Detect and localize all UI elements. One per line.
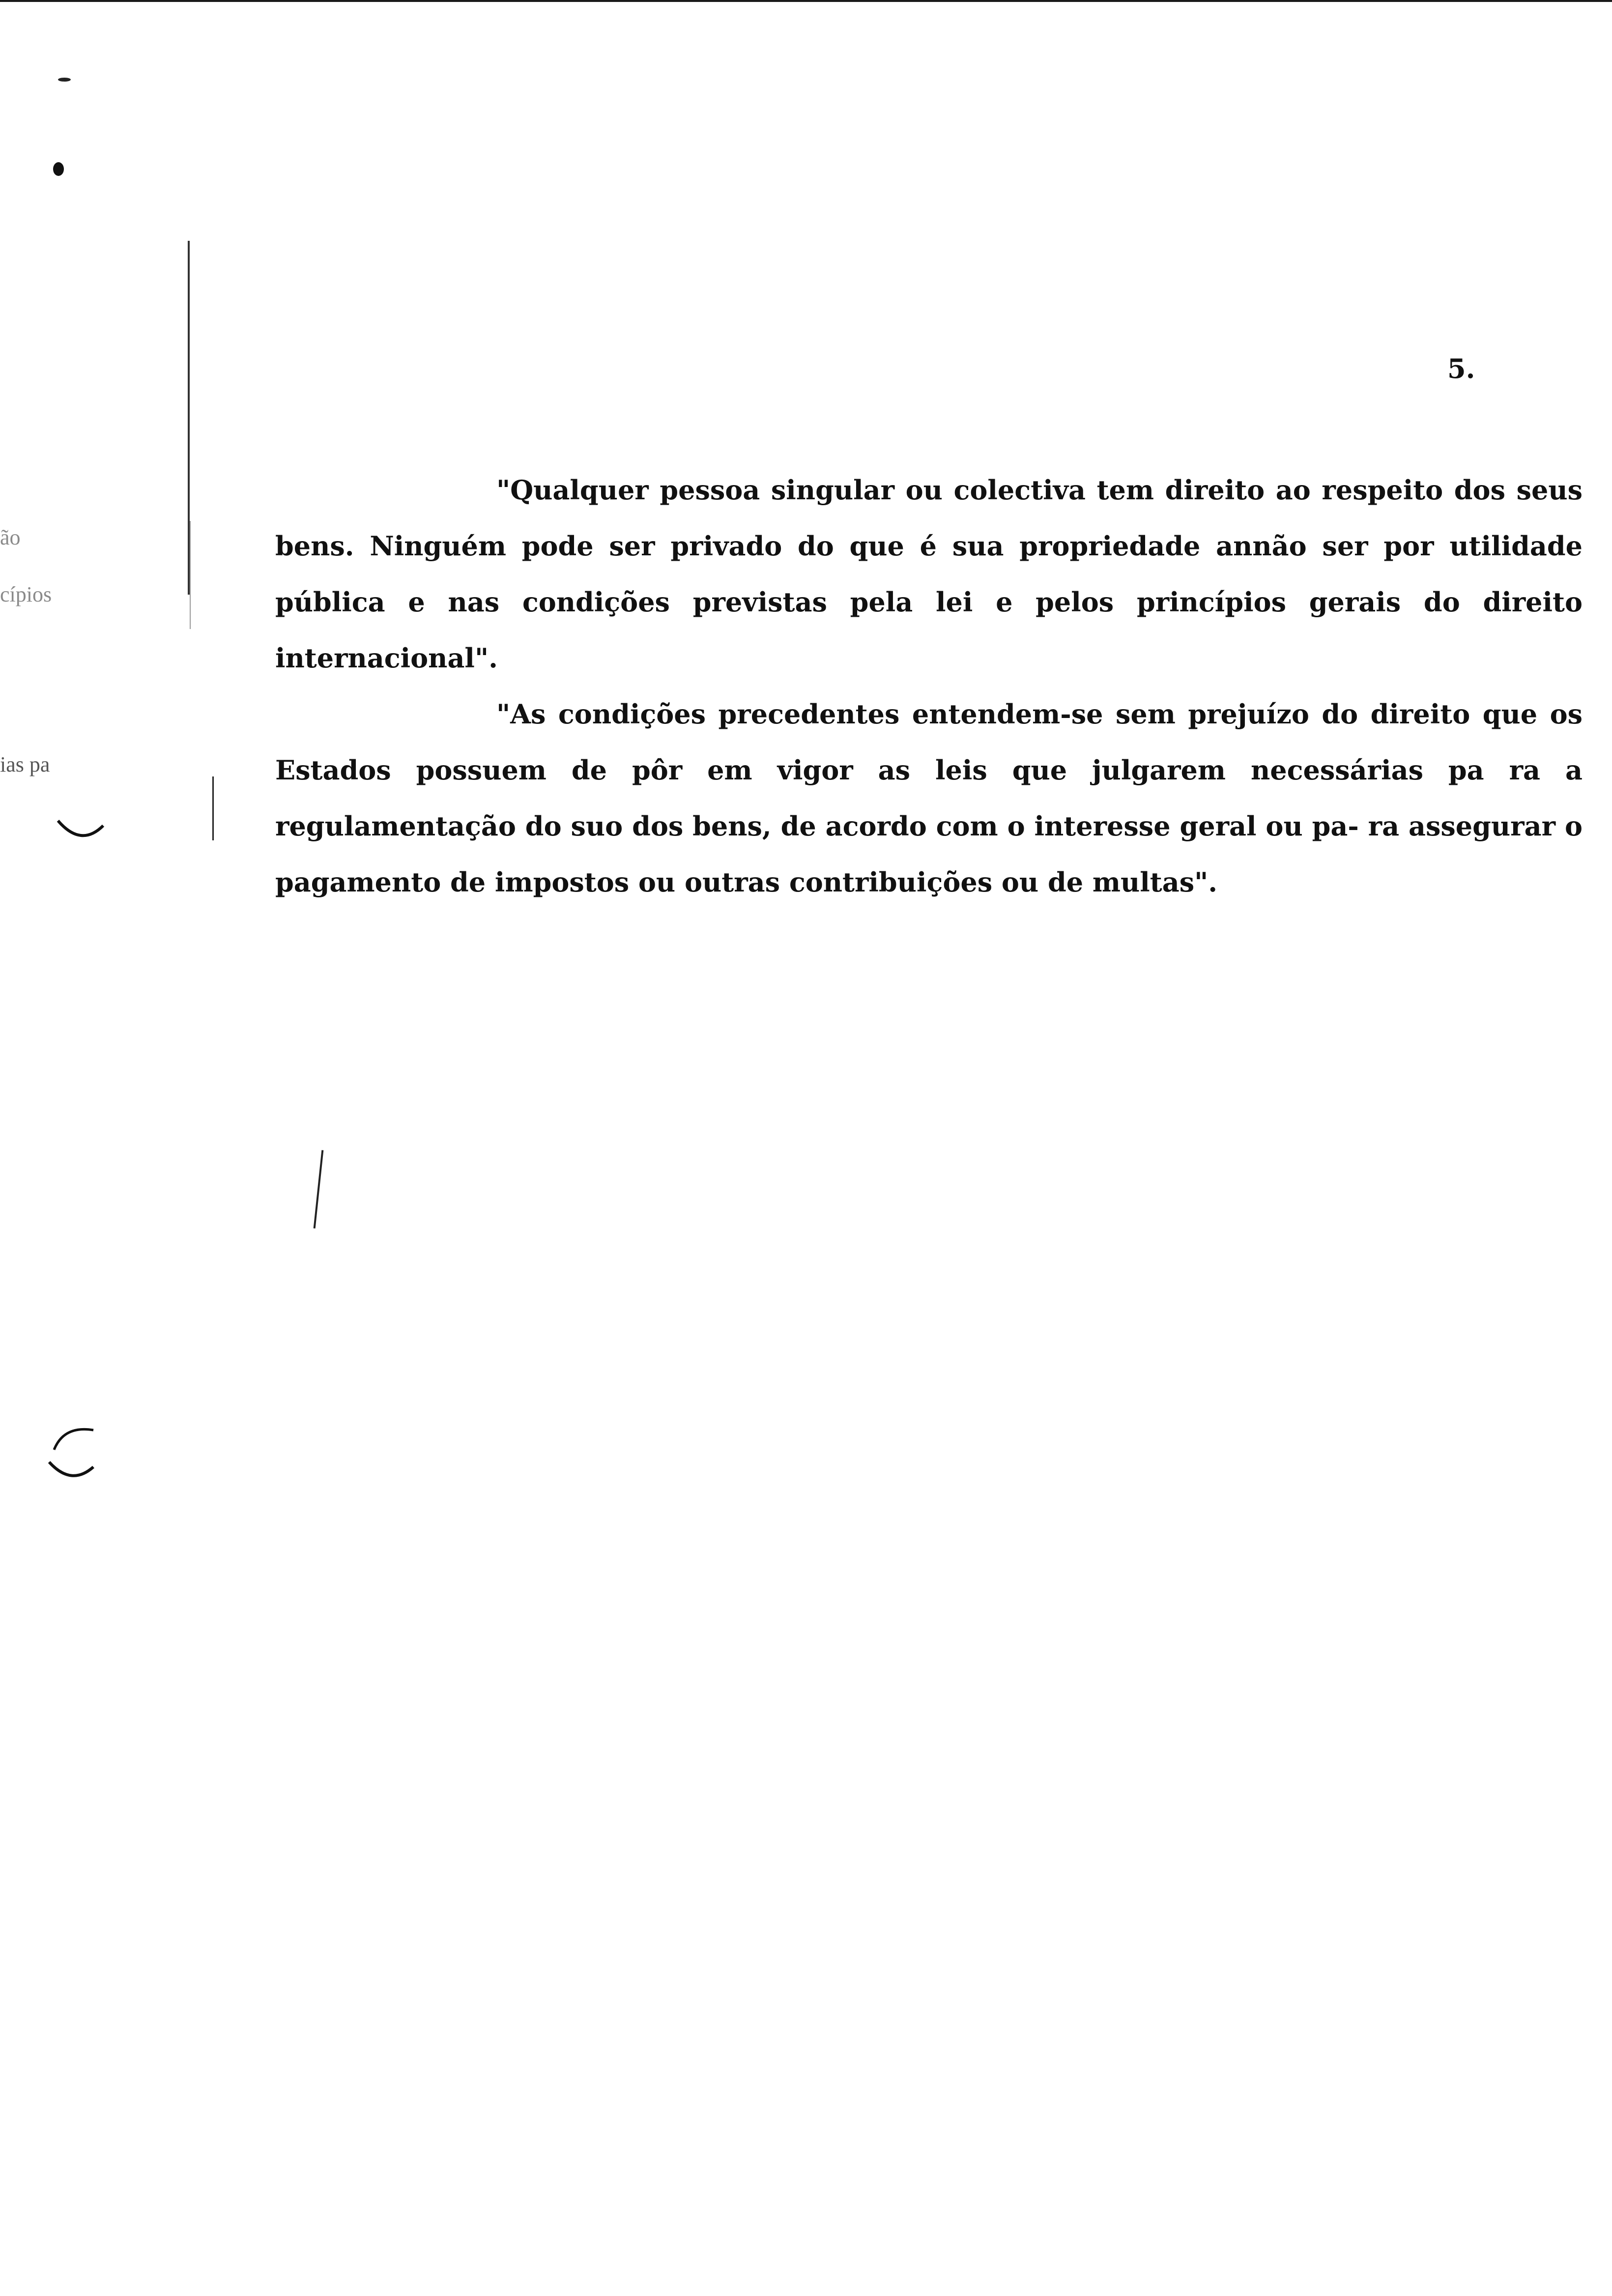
bleed-through-fragment-1: ão: [0, 525, 21, 549]
scan-artifact-vertical-line-2: [190, 521, 191, 629]
paragraph-1: "Qualquer pessoa singular ou colectiva tem direito ao respeito dos seus bens. Ninguém pode ser privado do que é sua propriedade annão ser por utilidade pública e nas condições previstas pela lei e pelos princípios gerais do direito internacional".: [275, 474, 1583, 674]
page-number: 5.: [1447, 353, 1475, 384]
bleed-through-fragment-2: cípios: [0, 582, 52, 606]
scan-artifact-spot: [53, 162, 64, 176]
scan-artifact-arc-2: [44, 1420, 98, 1494]
paragraph-2: "As condições precedentes entendem-se sem prejuízo do direito que os Estados possuem de pôr em vigor as leis que julgarem necessárias pa ra a regulamentação do suo dos bens, de acordo com o interesse geral ou pa- ra assegurar o pagamento de impostos ou outras contribuições ou de multas".: [275, 698, 1583, 898]
top-border-rule: [0, 0, 1612, 2]
quoted-text-body: [275, 462, 1583, 910]
scan-artifact-dash: [58, 78, 71, 82]
scan-artifact-vertical-line-3: [212, 776, 214, 840]
bleed-through-fragment-3: ias pa: [0, 752, 50, 776]
scan-artifact-slash: [314, 1150, 324, 1229]
scan-artifact-arc-1: [54, 811, 108, 850]
